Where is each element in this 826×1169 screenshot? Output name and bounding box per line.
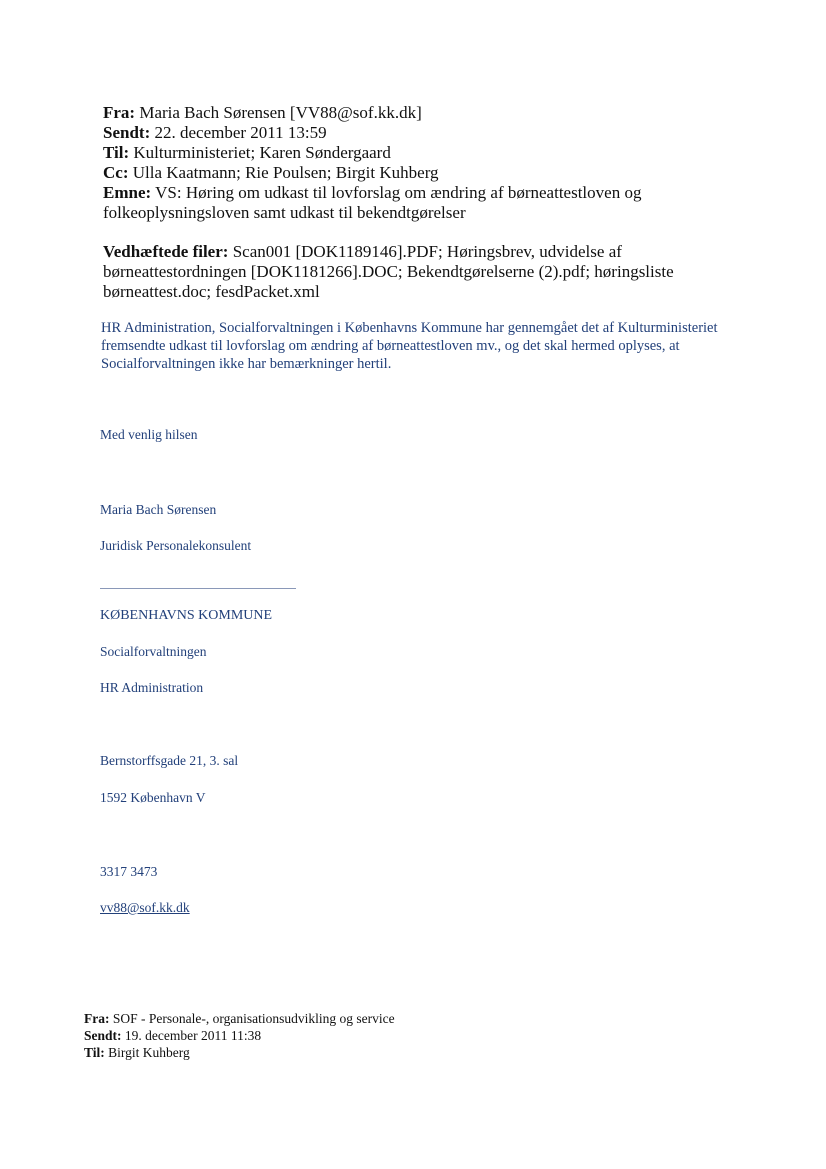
signature-unit: HR Administration: [100, 680, 204, 695]
signature-email-container: [100, 900, 190, 916]
attachments-label: Vedhæftede filer:: [103, 242, 229, 261]
forwarded-to-label: Til:: [84, 1045, 105, 1060]
forwarded-from-value: SOF - Personale-, organisationsudvikling og service: [112, 1011, 395, 1026]
header-sent-value: 22. december 2011 13:59: [154, 123, 327, 142]
header-subject-line: [103, 183, 743, 223]
attachments-value: Scan001 [DOK1189146].PDF; Høringsbrev, udvidelse af børneattestordningen [DOK1181266].DOC; Bekendtgørelserne (2).pdf; høringsliste børneattest.doc; fesdPacket.xml: [103, 242, 674, 301]
forwarded-sent-label: Sendt:: [84, 1028, 122, 1043]
attachments: [103, 242, 723, 302]
header-subject-value: VS: Høring om udkast til lovforslag om ændring af børneattestloven og folkeoplysningsloven samt udkast til bekendtgørelser: [103, 183, 642, 222]
forwarded-to-value: Birgit Kuhberg: [108, 1045, 190, 1060]
header-cc-line: [103, 163, 743, 183]
forwarded-from-line: [84, 1010, 584, 1027]
header-to-label: Til:: [103, 143, 130, 162]
header-from-value: Maria Bach Sørensen [VV88@sof.kk.dk]: [139, 103, 422, 122]
header-from-label: Fra:: [103, 103, 136, 122]
signature-phone: 3317 3473: [100, 864, 158, 879]
email-header: [103, 103, 743, 223]
forwarded-from-label: Fra:: [84, 1011, 110, 1026]
header-from-line: [103, 103, 743, 123]
signature-email-link[interactable]: vv88@sof.kk.dk: [100, 900, 190, 915]
forwarded-header: [84, 1010, 584, 1061]
header-to-value: Kulturministeriet; Karen Søndergaard: [133, 143, 391, 162]
header-sent-line: [103, 123, 743, 143]
header-sent-label: Sendt:: [103, 123, 151, 142]
signature-greeting: Med venlig hilsen: [100, 427, 198, 442]
signature-address-line1: Bernstorffsgade 21, 3. sal: [100, 753, 239, 768]
signature-address-line2: 1592 København V: [100, 790, 206, 805]
header-cc-value: Ulla Kaatmann; Rie Poulsen; Birgit Kuhberg: [132, 163, 439, 182]
signature-title: Juridisk Personalekonsulent: [100, 538, 252, 553]
signature-org: KØBENHAVNS KOMMUNE: [100, 608, 273, 623]
header-cc-label: Cc:: [103, 163, 129, 182]
header-to-line: [103, 143, 743, 163]
signature-divider: [100, 588, 296, 589]
forwarded-sent-value: 19. december 2011 11:38: [124, 1028, 262, 1043]
forwarded-sent-line: [84, 1027, 584, 1044]
signature-department: Socialforvaltningen: [100, 644, 207, 659]
header-subject-label: Emne:: [103, 183, 152, 202]
body-paragraph: HR Administration, Socialforvaltningen i Københavns Kommune har gennemgået det af Kulturministeriet fremsendte udkast til lovforslag om ændring af børneattestloven mv., og det skal hermed oplyses, at Socialforvaltningen ikke har bemærkninger hertil.: [101, 320, 718, 372]
forwarded-to-line: [84, 1044, 584, 1061]
signature-name: Maria Bach Sørensen: [100, 502, 217, 517]
